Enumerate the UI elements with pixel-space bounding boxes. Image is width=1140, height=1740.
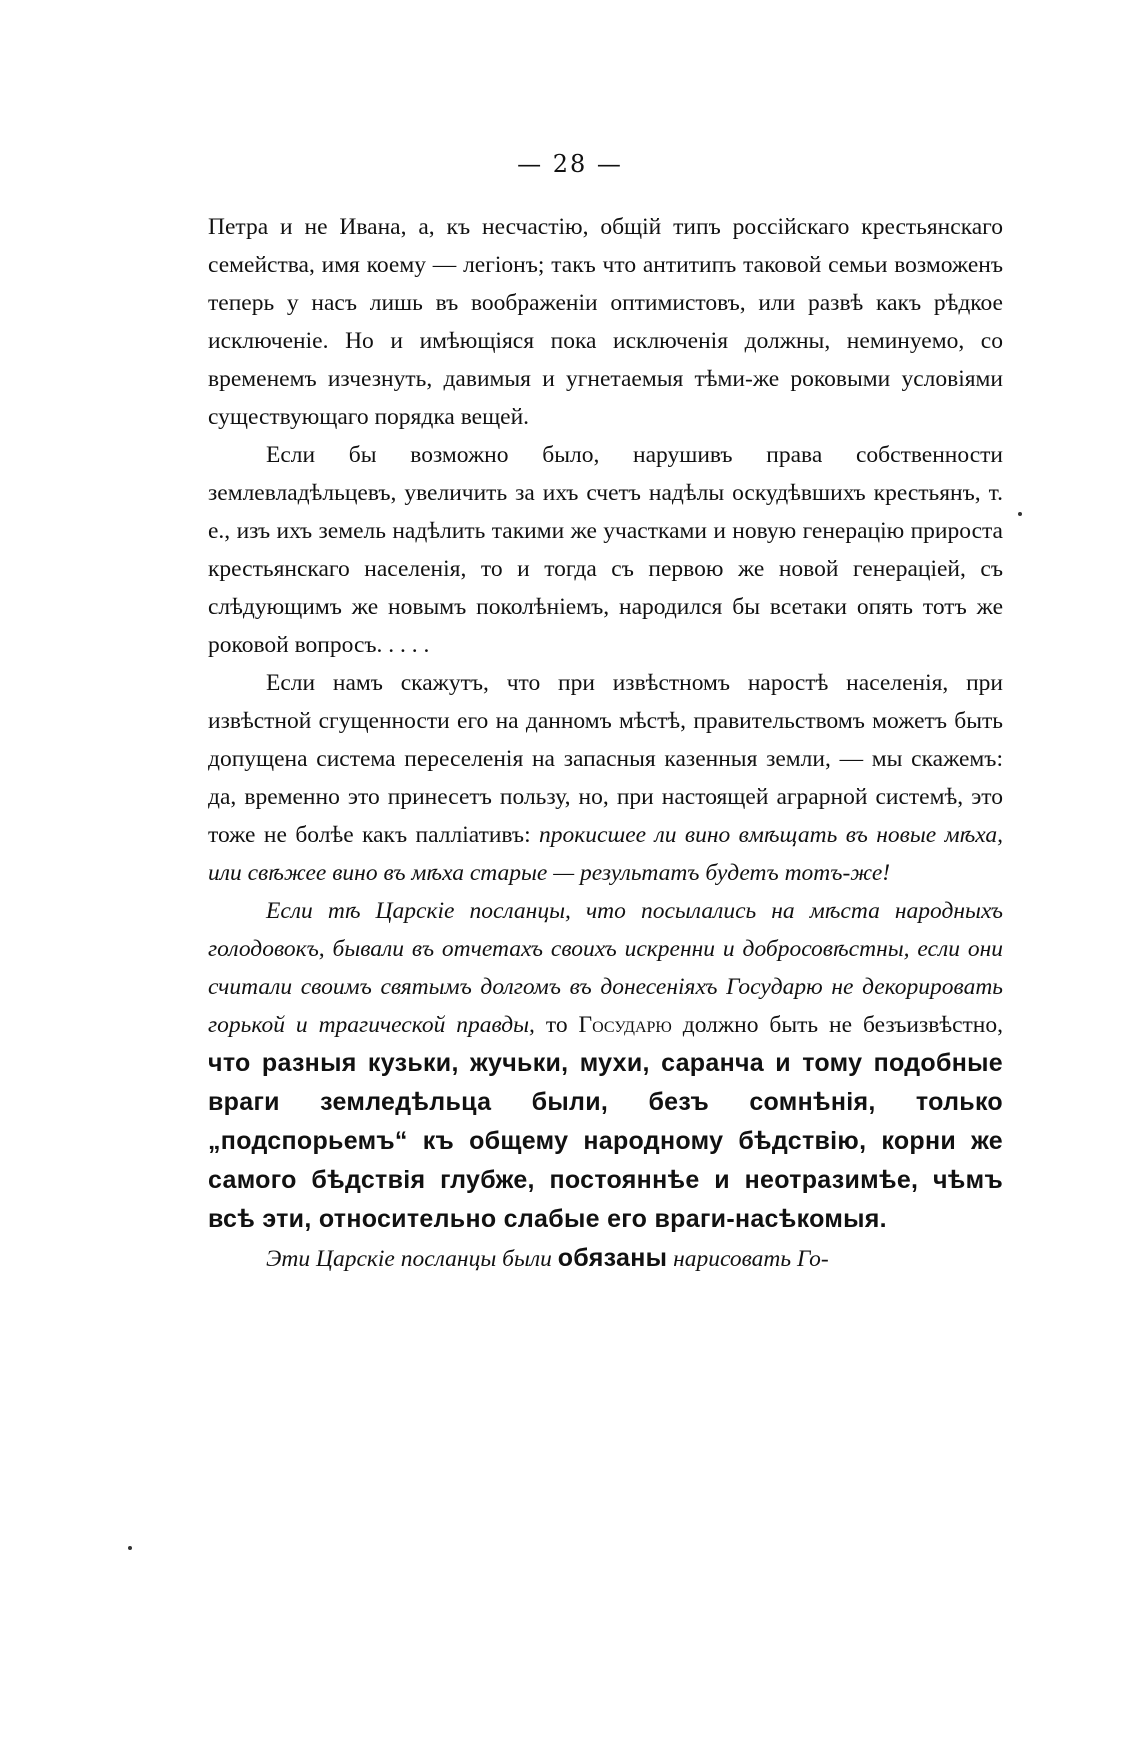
ink-speck: [128, 1546, 132, 1550]
paragraph-4-italic: Если тѣ Царскіе посланцы, что посылались на мѣста народныхъ голодовокъ, бывали въ отчетахъ своихъ искренни и добросовѣстны, если они считали своимъ святымъ долгомъ въ донесеніяхъ Государю не декорировать горькой и трагической правды,: [208, 898, 1003, 1038]
paragraph-2: Если бы возможно было, нарушивъ права собственности землевладѣльцевъ, увеличить за ихъ счетъ надѣлы оскудѣвшихъ крестьянъ, т. е., изъ ихъ земель надѣлить такими же участками и новую генерацію прироста крестьянскаго населенія, то и тогда съ первою же новой генераціей, съ слѣдующимъ же новымъ поколѣніемъ, народился бы всетаки опять тотъ же роковой вопросъ. . . . .: [208, 442, 1003, 658]
paragraph-1: Петра и не Ивана, а, къ несчастію, общій типъ россійскаго крестьянскаго семейства, имя коему — легіонъ; такъ что антитипъ таковой семьи возможенъ теперь у насъ лишь въ воображеніи оптимистовъ, или развѣ какъ рѣдкое исключеніе. Но и имѣющіяся пока исключенія должны, неминуемо, со временемъ изчезнуть, давимыя и угнетаемыя тѣми-же роковыми условіями существующаго порядка вещей.: [208, 214, 1003, 430]
paragraph-5-italic-b: нарисовать Го-: [667, 1246, 829, 1272]
page-body: [208, 208, 1003, 1278]
ink-speck: [1018, 512, 1022, 516]
paragraph-3-text: Если намъ скажутъ, что при извѣстномъ наростѣ населенія, при извѣстной сгущенности его на данномъ мѣстѣ, правительствомъ можетъ быть допущена система переселенія на запасныя казенныя земли, — мы скажемъ: да, временно это принесетъ пользу, но, при настоящей аграрной системѣ, это тоже не болѣе какъ палліативъ:: [208, 670, 1003, 848]
paragraph-3-italic-quote: прокисшее ли вино вмѣщать въ новые мѣха, или свѣжее вино въ мѣха старые — результатъ будетъ тотъ-же!: [208, 822, 1004, 886]
paragraph-4-smallcaps: Государю: [578, 1012, 672, 1038]
paragraph-5: [208, 1239, 1003, 1278]
paragraph-4-bold: что разныя кузьки, жучьки, мухи, саранча и тому подобные враги земледѣльца были, безъ сомнѣнія, только „подспорьемъ“ къ общему народному бѣдствію, корни же самого бѣдствія глубже, постояннѣе и неотразимѣе, чѣмъ всѣ эти, относительно слабые его враги-насѣкомыя.: [208, 1049, 1003, 1233]
paragraph-4: [208, 892, 1003, 1239]
paragraph-4-text-b: должно быть не безъизвѣстно,: [671, 1012, 1003, 1038]
page-number: — 28 —: [517, 150, 623, 178]
paragraph-3: [208, 664, 1003, 892]
paragraph-4-text-a: то: [534, 1012, 579, 1038]
paragraph-5-bold: обязаны: [557, 1244, 668, 1272]
paragraph-5-italic-a: Эти Царскіе посланцы были: [266, 1246, 558, 1272]
